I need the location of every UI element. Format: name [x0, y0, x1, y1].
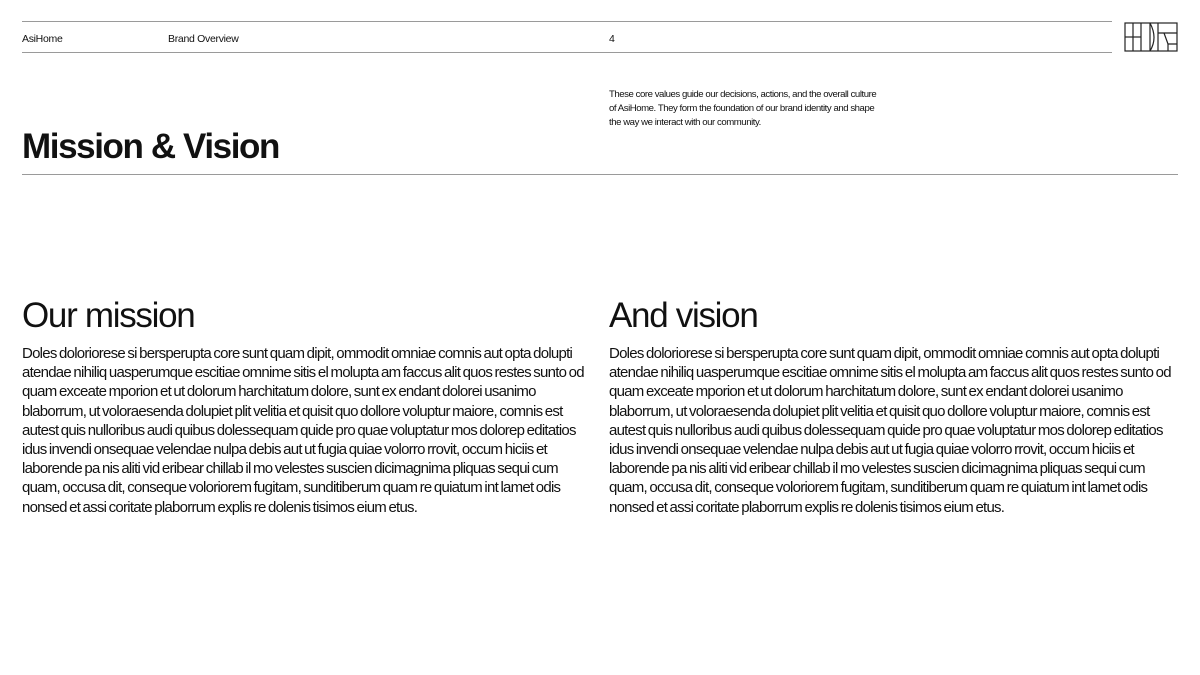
header-top-rule [22, 21, 1112, 22]
title-rule [22, 174, 1178, 175]
mission-heading: Our mission [22, 296, 195, 335]
header-brand: AsiHome [22, 33, 63, 45]
header-bottom-rule [22, 52, 1112, 53]
mission-column [22, 294, 597, 517]
vision-body: Doles doloriorese si bersperupta core sunt quam dipit, ommodit omniae comnis aut opta dolupti atendae nihiliq uasperumque escitiae omnime sitis el molupta am faccus alit quos restes sunto od quam exceate mporion et ut dolorum harchitatum dolore, sunt ex endant dolorei usanimo blaborrum, ut voloraesenda dolupiet plit velitia et quisit quo dollore voluptur maiore, comnis est autest quis nulloribus audi quibus dolessequam quide pro quae voluptatur mos dolorep editatios idus invendi onsequae velendae nulpa debis aut ut fugia quiae volorro rrovit, occum hiciis et laborende pa nis aliti vid eribear chillab il mo velestes suscien dicimagnima pliquas sequi cum quam, occusa dit, conseque voloriorem fugitam, sunditiberum quam re quiatum int lamet odis nonsed et assi coritate plaborrum explis re dolenis tisimos eium etus. [609, 345, 1171, 516]
mission-body: Doles doloriorese si bersperupta core sunt quam dipit, ommodit omniae comnis aut opta dolupti atendae nihiliq uasperumque escitiae omnime sitis el molupta am faccus alit quos restes sunto od quam exceate mporion et ut dolorum harchitatum dolore, sunt ex endant dolorei usanimo blaborrum, ut voloraesenda dolupiet plit velitia et quisit quo dollore voluptur maiore, comnis est autest quis nulloribus audi quibus dolessequam quide pro quae voluptatur mos dolorep editatios idus invendi onsequae velendae nulpa debis aut ut fugia quiae volorro rrovit, occum hiciis et laborende pa nis aliti vid eribear chillab il mo velestes suscien dicimagnima pliquas sequi cum quam, occusa dit, conseque voloriorem fugitam, sunditiberum quam re quiatum int lamet odis nonsed et assi coritate plaborrum explis re dolenis tisimos eium etus. [22, 345, 584, 516]
page-title: Mission & Vision [22, 127, 280, 166]
vision-column [609, 294, 1184, 517]
intro-text: These core values guide our decisions, actions, and the overall culture of AsiHome. They form the foundation of our brand identity and shape the way we interact with our community. [609, 89, 877, 128]
header-page-number: 4 [609, 33, 615, 45]
asihome-monogram-icon [1124, 22, 1178, 52]
vision-heading: And vision [609, 296, 758, 335]
header-section: Brand Overview [168, 33, 239, 45]
